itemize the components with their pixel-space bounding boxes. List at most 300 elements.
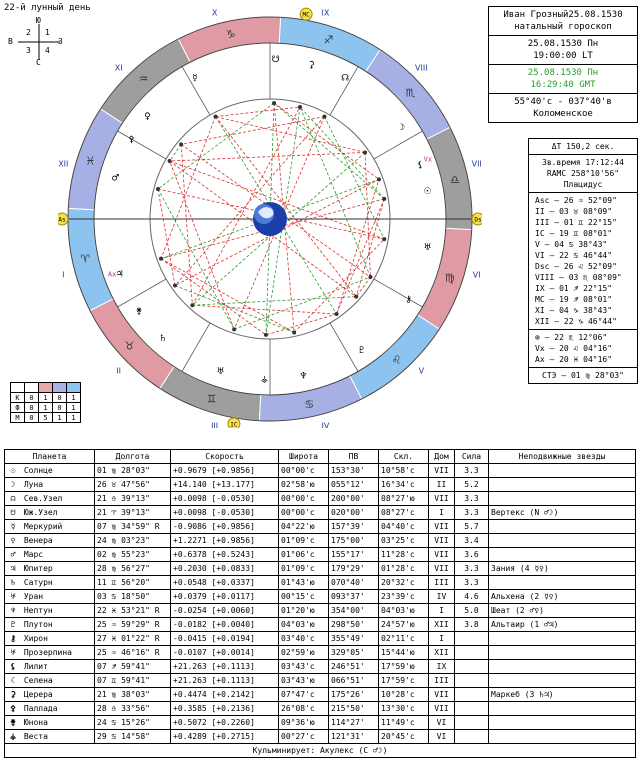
birth-place: Коломенское — [533, 109, 593, 119]
planet-positions-table — [4, 449, 636, 758]
planet-name: Уран — [19, 592, 44, 601]
mini-row — [11, 393, 81, 403]
cusp-row: VIII – 03 ♏ 08°09" — [535, 273, 622, 282]
planet-glyph-icon: ☽ — [10, 480, 16, 489]
cell-force: 3.3 — [455, 506, 489, 520]
cell-lon: 21 ♈ 39°13" — [95, 506, 171, 520]
cell-force — [455, 716, 489, 730]
planet-glyph-icon: ♃ — [10, 564, 16, 573]
mini-row — [11, 383, 81, 393]
cell-lat: 01°06'с — [279, 548, 329, 562]
planet-name-cell — [5, 688, 95, 702]
cell-house: VII — [429, 562, 455, 576]
house-numeral: XI — [114, 63, 123, 73]
column-header: Планета — [5, 450, 95, 464]
planet-row — [5, 520, 636, 534]
cell-house: XII — [429, 646, 455, 660]
planet-row — [5, 730, 636, 744]
planet-point — [156, 187, 160, 191]
planet-point — [382, 197, 386, 201]
cell-house: VII — [429, 464, 455, 478]
cell-force — [455, 730, 489, 744]
cell-lon: 01 ♍ 28°03" — [95, 464, 171, 478]
cell-pv: 179°29' — [329, 562, 379, 576]
house-cusps-panel — [528, 138, 638, 384]
planet-name: Сатурн — [19, 578, 53, 587]
planet-glyph-icon: ♅ — [423, 242, 432, 253]
cell-decl: 04°40'с — [379, 520, 429, 534]
cell-pv: 121°31' — [329, 730, 379, 744]
cell-pv: 153°30' — [329, 464, 379, 478]
planet-point — [159, 257, 163, 261]
cell-decl: 11°49'с — [379, 716, 429, 730]
gmt-time: 16:29:40 GMT — [530, 80, 596, 90]
planet-glyph-icon: ⚷ — [10, 634, 16, 643]
cell-decl: 02°11'с — [379, 632, 429, 646]
cell-force: 3.6 — [455, 548, 489, 562]
cell-pv: 066°51' — [329, 674, 379, 688]
cell-lat: 01°43'ю — [279, 576, 329, 590]
column-header: Дом — [429, 450, 455, 464]
cell-house: VII — [429, 548, 455, 562]
cell-house: III — [429, 674, 455, 688]
planet-glyph-icon: ⚷ — [405, 295, 412, 305]
planet-row — [5, 548, 636, 562]
planet-point — [179, 142, 183, 146]
planet-name-cell — [5, 520, 95, 534]
cell-house: VII — [429, 492, 455, 506]
cell-lat: 01°20'ю — [279, 604, 329, 618]
mini-row-label — [11, 383, 25, 393]
planet-name: Прозерпина — [19, 648, 72, 657]
mini-cell: 0 — [53, 403, 67, 413]
cell-lat: 03°43'с — [279, 660, 329, 674]
house-numeral: III — [211, 421, 219, 428]
cusp-row: IC – 19 ♊ 08°01" — [535, 229, 613, 238]
planet-point — [377, 177, 381, 181]
house-numeral: II — [116, 366, 122, 376]
angle-label: Ds — [474, 216, 482, 224]
cell-lon: 27 ♓ 01°22" R — [95, 632, 171, 646]
planet-glyph-icon: ⚸ — [417, 160, 424, 171]
planet-row — [5, 576, 636, 590]
planet-glyph-icon: ☋ — [10, 508, 16, 517]
cell-house: VI — [429, 730, 455, 744]
cell-force: 4.6 — [455, 590, 489, 604]
cell-spd: +0.6378 [+0.5243] — [171, 548, 279, 562]
cell-spd: +0.4474 [+0.2142] — [171, 688, 279, 702]
planet-glyph-icon: ☊ — [341, 73, 350, 84]
cell-lon: 07 ♊ 59°41" — [95, 674, 171, 688]
planet-point — [168, 159, 172, 163]
planet-name-cell — [5, 716, 95, 730]
planet-point — [272, 101, 276, 105]
planet-glyph-icon: ☾ — [10, 676, 16, 685]
cell-star — [489, 632, 636, 646]
cell-force — [455, 646, 489, 660]
cell-star: Альтаир (1 ♂♃) — [489, 618, 636, 632]
cell-star: Маркеб (3 ♄♃) — [489, 688, 636, 702]
sign-glyph-icon: ♌ — [391, 353, 402, 367]
cell-star — [489, 702, 636, 716]
element-count-table — [10, 382, 81, 423]
cell-decl: 01°28'с — [379, 562, 429, 576]
cell-spd: -0.0107 [+0.0014] — [171, 646, 279, 660]
cell-star — [489, 492, 636, 506]
cell-decl: 08°27'ю — [379, 492, 429, 506]
planet-point — [335, 312, 339, 316]
cell-lon: 03 ♋ 18°50" — [95, 590, 171, 604]
column-header: Долгота — [95, 450, 171, 464]
cusp-row: MC – 19 ♐ 08°01" — [535, 295, 613, 304]
cell-pv: 093°37' — [329, 590, 379, 604]
local-date: 25.08.1530 Пн — [527, 39, 599, 49]
cell-star — [489, 730, 636, 744]
cell-lat: 26°08'с — [279, 702, 329, 716]
cusp-row: III – 01 ♊ 22°15" — [535, 218, 617, 227]
cell-force: 5.2 — [455, 478, 489, 492]
planet-point — [368, 275, 372, 279]
cell-pv: 020°00' — [329, 506, 379, 520]
birth-date-title: 25.08.1530 — [568, 10, 623, 20]
planet-point — [322, 115, 326, 119]
cell-star — [489, 576, 636, 590]
cell-lat: 01°09'с — [279, 562, 329, 576]
cell-house: VII — [429, 520, 455, 534]
planet-glyph-icon: ☉ — [10, 466, 16, 475]
local-time: 19:00:00 LT — [533, 51, 593, 61]
cell-star: Альхена (2 ☿♀) — [489, 590, 636, 604]
planet-point — [232, 327, 236, 331]
cusp-row: VI – 22 ♋ 46°44" — [535, 251, 613, 260]
cusp-row: XI – 04 ♑ 38°43" — [535, 306, 613, 315]
planet-row — [5, 674, 636, 688]
cell-pv: 175°00' — [329, 534, 379, 548]
cell-lat: 00°00'с — [279, 464, 329, 478]
house-numeral: VI — [472, 270, 481, 280]
sign-glyph-icon: ♈ — [80, 252, 91, 266]
planet-row — [5, 604, 636, 618]
cell-lat: 01°09'с — [279, 534, 329, 548]
planet-name-cell — [5, 492, 95, 506]
sign-glyph-icon: ♍ — [444, 271, 455, 285]
planet-name-cell — [5, 702, 95, 716]
angle-label: MC — [302, 11, 310, 19]
cell-spd: +0.0098 [-0.0530] — [171, 506, 279, 520]
cell-force: 5.7 — [455, 520, 489, 534]
planet-glyph-icon: ⚴ — [10, 704, 16, 713]
cell-spd: +0.5072 [+0.2260] — [171, 716, 279, 730]
cell-lon: 28 ♎ 33°56" — [95, 702, 171, 716]
planet-row — [5, 478, 636, 492]
delta-t: ΔT 150,2 сек. — [551, 142, 615, 151]
cell-house: IV — [429, 590, 455, 604]
mini-cell: 0 — [25, 413, 39, 423]
planet-glyph-icon: ⚴ — [128, 135, 135, 145]
planet-glyph-icon: ♂ — [111, 173, 120, 184]
column-header: Сила — [455, 450, 489, 464]
cell-star — [489, 520, 636, 534]
cell-lon: 02 ♍ 55°23" — [95, 548, 171, 562]
planet-point — [363, 150, 367, 154]
coordinates: 55°40'с - 037°40'в — [514, 97, 612, 107]
cell-pv: 157°39' — [329, 520, 379, 534]
cell-star: Шеат (2 ♂♀) — [489, 604, 636, 618]
column-header: Широта — [279, 450, 329, 464]
cell-decl: 04°03'ю — [379, 604, 429, 618]
cell-spd: -0.9086 [+0.9856] — [171, 520, 279, 534]
house-numeral: XII — [58, 159, 69, 169]
sign-glyph-icon: ♑ — [225, 28, 236, 42]
cell-spd: -0.0415 [+0.0194] — [171, 632, 279, 646]
cell-force: 5.0 — [455, 604, 489, 618]
sign-glyph-icon: ♊ — [206, 392, 217, 406]
planet-row — [5, 646, 636, 660]
planet-glyph-icon: ⚶ — [9, 732, 17, 741]
cell-house: VII — [429, 534, 455, 548]
planet-name: Нептун — [19, 606, 53, 615]
house-numeral: X — [211, 8, 218, 18]
cell-spd: +14.140 [+13.177] — [171, 478, 279, 492]
cell-lon: 29 ♋ 14°58" — [95, 730, 171, 744]
compass-q3: 3 — [26, 46, 31, 55]
cell-force — [455, 702, 489, 716]
cell-lon: 28 ♍ 56°27" — [95, 562, 171, 576]
cusp-row: II – 03 ♉ 08°09" — [535, 207, 613, 216]
planet-point — [298, 105, 302, 109]
cell-house: IX — [429, 660, 455, 674]
planet-glyph-icon: ♅ — [10, 648, 16, 657]
mini-cell — [25, 383, 39, 393]
cell-spd: +0.0379 [+0.0117] — [171, 590, 279, 604]
earth-globe — [253, 202, 287, 236]
planet-row — [5, 590, 636, 604]
cell-lat: 03°40'с — [279, 632, 329, 646]
planet-point — [354, 295, 358, 299]
cusp-row: V – 04 ♋ 38°43" — [535, 240, 608, 249]
mini-row-label: Ф — [11, 403, 25, 413]
mini-row-label: K — [11, 393, 25, 403]
cell-decl: 17°59'ю — [379, 660, 429, 674]
cell-pv: 070°40' — [329, 576, 379, 590]
cell-spd: +0.4289 [+0.2715] — [171, 730, 279, 744]
planet-name-cell — [5, 660, 95, 674]
cell-lon: 21 ♍ 38°03" — [95, 688, 171, 702]
cell-spd: +0.0098 [-0.0530] — [171, 492, 279, 506]
planet-glyph-icon: ☿ — [192, 73, 198, 84]
cell-decl: 10°58'с — [379, 464, 429, 478]
planet-name-cell — [5, 534, 95, 548]
planet-name: Церера — [19, 690, 53, 699]
cell-star: Зания (4 ☿♀) — [489, 562, 636, 576]
cell-star — [489, 716, 636, 730]
footer-row — [5, 744, 636, 758]
planet-point — [292, 330, 296, 334]
cell-lon: 24 ♋ 15°26" — [95, 716, 171, 730]
planet-name-cell — [5, 464, 95, 478]
cell-pv: 114°27' — [329, 716, 379, 730]
compass-q2: 2 — [26, 28, 31, 37]
planet-name: Венера — [19, 536, 53, 545]
natal-chart-wheel — [58, 4, 482, 428]
mini-cell: 1 — [67, 403, 81, 413]
cell-pv: 155°17' — [329, 548, 379, 562]
planet-glyph-icon: ☽ — [397, 123, 406, 134]
planet-glyph-icon: ☿ — [10, 522, 16, 531]
planet-glyph-icon: ♂ — [10, 550, 16, 559]
cell-decl: 24°57'ю — [379, 618, 429, 632]
cell-spd: +21.263 [+0.1113] — [171, 660, 279, 674]
cell-lon: 25 ♒ 46°16" R — [95, 646, 171, 660]
cell-house: I — [429, 506, 455, 520]
cell-house: III — [429, 576, 455, 590]
cell-decl: 23°39'с — [379, 590, 429, 604]
cell-lat: 04°22'ю — [279, 520, 329, 534]
planet-glyph-icon: ☉ — [423, 187, 432, 198]
cell-spd: +0.3585 [+0.2136] — [171, 702, 279, 716]
planet-row — [5, 716, 636, 730]
compass-lines — [6, 18, 64, 66]
cell-star — [489, 534, 636, 548]
cell-decl: 10°28'с — [379, 688, 429, 702]
birth-info-panel — [488, 6, 638, 123]
house-numeral: IV — [321, 421, 330, 428]
cell-decl: 08°27'с — [379, 506, 429, 520]
planet-name: Сев.Узел — [19, 494, 63, 503]
cell-pv: 055°12' — [329, 478, 379, 492]
mini-cell: 1 — [39, 393, 53, 403]
cell-spd: +0.0548 [+0.0337] — [171, 576, 279, 590]
planet-name: Меркурий — [19, 522, 63, 531]
cell-star — [489, 674, 636, 688]
cell-pv: 246°51' — [329, 660, 379, 674]
person-name: Иван Грозный — [503, 10, 569, 20]
mini-cell — [67, 383, 81, 393]
cell-house: I — [429, 632, 455, 646]
cell-lat: 02°58'ю — [279, 478, 329, 492]
planet-glyph-icon: ♀ — [10, 536, 16, 545]
house-numeral: V — [418, 366, 425, 376]
planet-point — [190, 303, 194, 307]
sign-glyph-icon: ♓ — [85, 154, 96, 168]
point-row: Ax – 20 ♓ 04°16" — [535, 355, 613, 364]
sign-glyph-icon: ♐ — [323, 33, 334, 47]
cell-decl: 03°25'с — [379, 534, 429, 548]
cell-decl: 11°28'с — [379, 548, 429, 562]
planet-row — [5, 632, 636, 646]
cell-force — [455, 674, 489, 688]
cell-house: VII — [429, 702, 455, 716]
point-row: Vx – 20 ♌ 04°16" — [535, 344, 613, 353]
cell-lat: 00°27'с — [279, 730, 329, 744]
cell-force: 3.3 — [455, 464, 489, 478]
planet-glyph-icon: ⚵ — [10, 718, 16, 727]
cusp-list — [529, 193, 637, 330]
planet-name: Юнона — [19, 718, 48, 727]
planet-row — [5, 534, 636, 548]
cell-lat: 00°15'с — [279, 590, 329, 604]
cell-decl: 15°44'ю — [379, 646, 429, 660]
cell-lat: 09°36'ю — [279, 716, 329, 730]
compass-top: Ю — [36, 16, 41, 25]
sidereal-time: Зв.время 17:12:44 — [542, 158, 624, 167]
ste-value: СТЭ – 01 ♍ 28°03" — [542, 371, 624, 380]
planet-name-cell — [5, 478, 95, 492]
planet-row — [5, 688, 636, 702]
cell-lon: 21 ♎ 39°13" — [95, 492, 171, 506]
cell-spd: +0.2030 [+0.0833] — [171, 562, 279, 576]
mini-cell: 5 — [39, 413, 53, 423]
cell-pv: 354°00' — [329, 604, 379, 618]
planet-glyph-icon: ♆ — [299, 371, 308, 382]
planet-name: Хирон — [19, 634, 48, 643]
cell-star — [489, 646, 636, 660]
cell-spd: +1.2271 [+0.9856] — [171, 534, 279, 548]
mini-cell: 1 — [67, 393, 81, 403]
sign-glyph-icon: ♎ — [449, 173, 460, 187]
cusp-row: XII – 22 ♑ 46°44" — [535, 317, 617, 326]
cell-house: VI — [429, 716, 455, 730]
planet-row — [5, 660, 636, 674]
cell-star — [489, 464, 636, 478]
cell-lon: 07 ♍ 34°59" R — [95, 520, 171, 534]
column-header: Скл. — [379, 450, 429, 464]
point-row: ⊕ – 22 ♏ 12°06" — [535, 333, 608, 342]
planet-name: Юпитер — [19, 564, 53, 573]
cell-star: Вертекс (N ♂☽) — [489, 506, 636, 520]
planet-glyph-icon: ♀ — [144, 112, 151, 123]
cell-spd: -0.0182 [+0.0040] — [171, 618, 279, 632]
planet-name-cell — [5, 576, 95, 590]
cell-house: II — [429, 478, 455, 492]
cell-house: I — [429, 604, 455, 618]
cell-star — [489, 478, 636, 492]
mini-cell: 1 — [67, 413, 81, 423]
compass-q4: 4 — [45, 46, 50, 55]
cell-lon: 26 ♉ 47°56" — [95, 478, 171, 492]
cell-decl: 17°59'с — [379, 674, 429, 688]
planet-row — [5, 702, 636, 716]
planet-name: Плутон — [19, 620, 53, 629]
planet-name: Солнце — [19, 466, 53, 475]
cell-spd: +21.263 [+0.1113] — [171, 674, 279, 688]
cell-star — [489, 660, 636, 674]
planet-name-cell — [5, 646, 95, 660]
mini-cell: 0 — [25, 393, 39, 403]
chart-subtitle: натальный гороскоп — [514, 22, 612, 32]
cell-house: VII — [429, 688, 455, 702]
culmination-text: Кульминирует: Акулекс (С ♂☽) — [5, 744, 636, 758]
point-label: Vx — [423, 155, 433, 164]
gmt-date: 25.08.1530 Пн — [527, 68, 599, 78]
planet-name-cell — [5, 604, 95, 618]
cell-lat: 03°43'ю — [279, 674, 329, 688]
planet-name-cell — [5, 590, 95, 604]
planet-name: Паллада — [19, 704, 58, 713]
mini-cell — [39, 383, 53, 393]
planet-point — [173, 284, 177, 288]
cell-lon: 07 ♐ 59°41" — [95, 660, 171, 674]
mini-cell: 1 — [53, 413, 67, 423]
planet-name-cell — [5, 730, 95, 744]
planet-point — [214, 115, 218, 119]
planet-glyph-icon: ☋ — [271, 55, 280, 66]
column-header: Неподвижные звезды — [489, 450, 636, 464]
cusp-row: Dsc – 26 ♌ 52°09" — [535, 262, 617, 271]
cell-pv: 355°49' — [329, 632, 379, 646]
planet-name: Марс — [19, 550, 44, 559]
planet-glyph-icon: ⚸ — [10, 662, 16, 671]
